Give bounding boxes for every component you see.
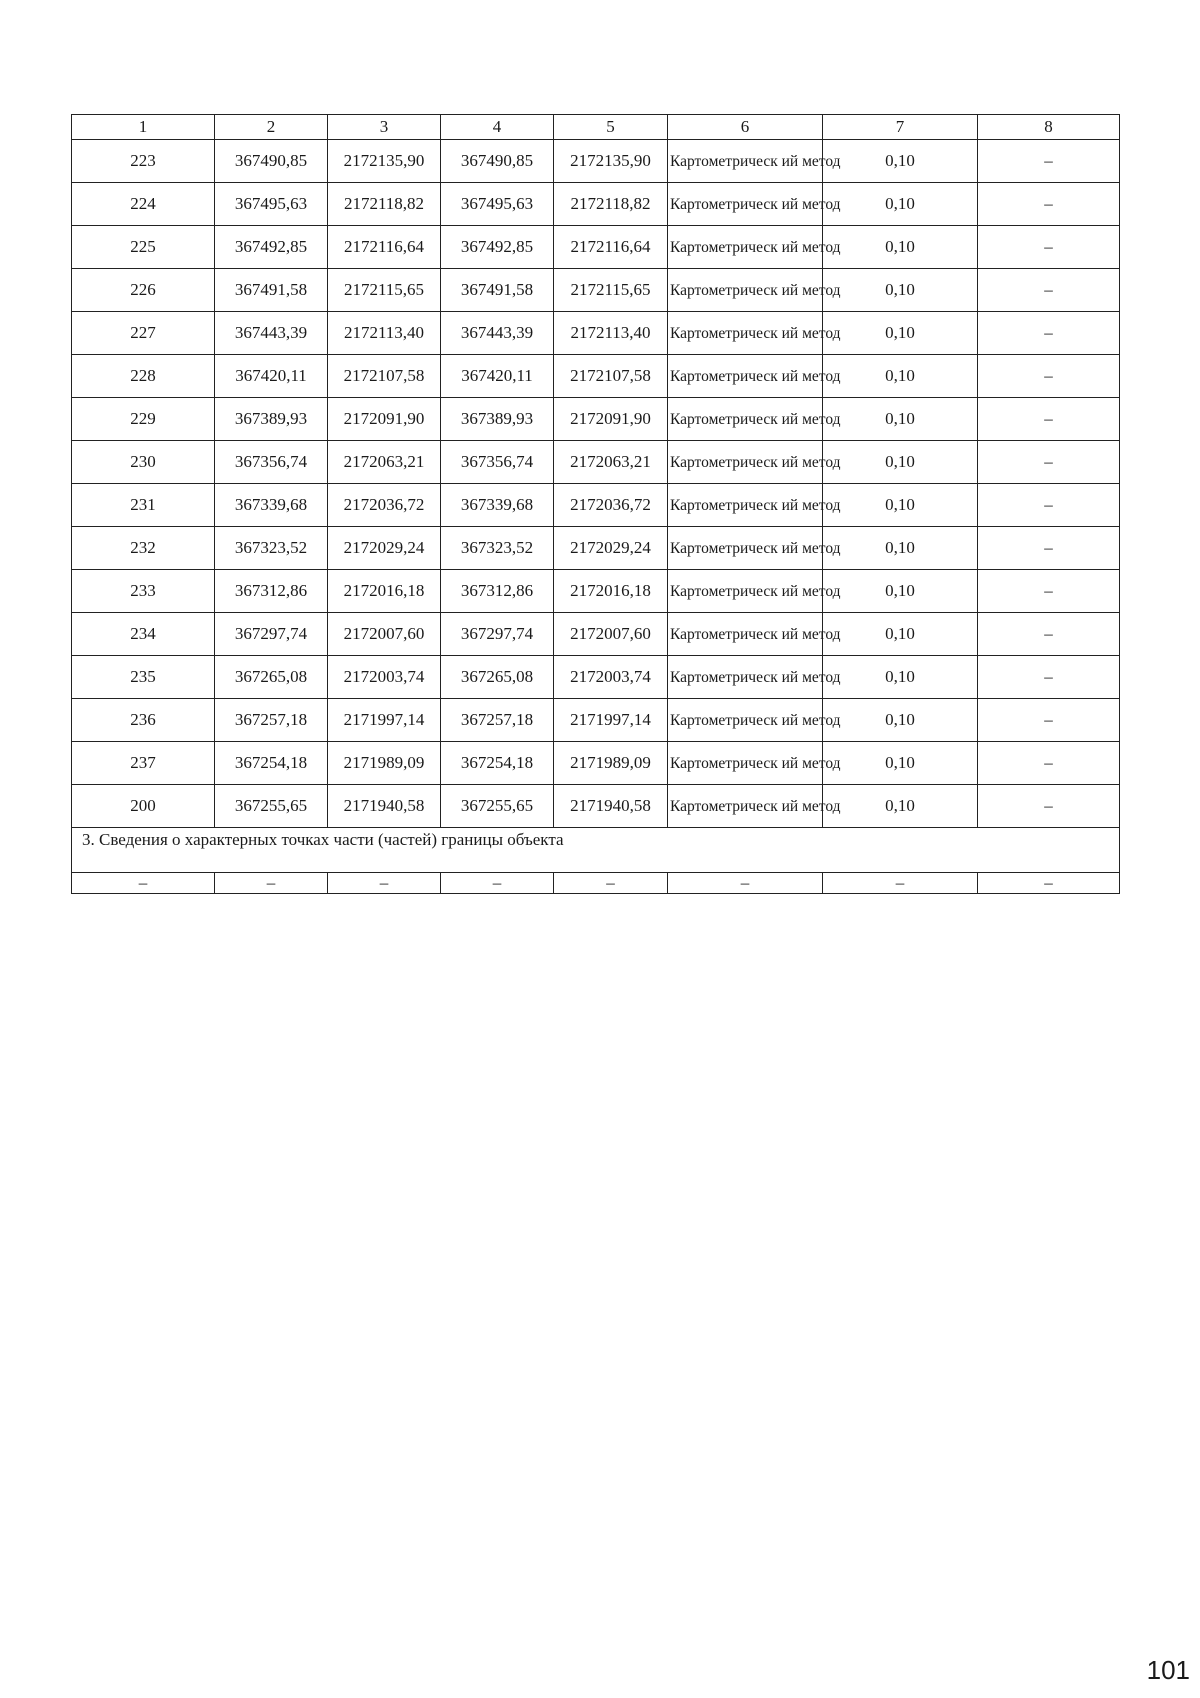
x-refined-cell: 367254,18	[441, 742, 554, 785]
y-refined-cell: 2172135,90	[554, 140, 668, 183]
empty-cell: –	[668, 873, 823, 894]
boundary-points-table	[71, 114, 1120, 894]
empty-cell: –	[215, 873, 328, 894]
x-refined-cell: 367323,52	[441, 527, 554, 570]
empty-values-row	[72, 873, 1120, 894]
table-row	[72, 226, 1120, 269]
y-existing-cell: 2172063,21	[328, 441, 441, 484]
y-existing-cell: 2172007,60	[328, 613, 441, 656]
point-number-cell: 232	[72, 527, 215, 570]
empty-cell: –	[441, 873, 554, 894]
description-cell: –	[978, 312, 1120, 355]
table-row	[72, 527, 1120, 570]
y-existing-cell: 2172036,72	[328, 484, 441, 527]
point-number-cell: 229	[72, 398, 215, 441]
point-number-cell: 231	[72, 484, 215, 527]
point-number-cell: 233	[72, 570, 215, 613]
x-refined-cell: 367257,18	[441, 699, 554, 742]
y-refined-cell: 2171940,58	[554, 785, 668, 828]
table-row	[72, 398, 1120, 441]
x-refined-cell: 367495,63	[441, 183, 554, 226]
column-header: 2	[215, 115, 328, 140]
method-cell: Картометрическ ий метод	[668, 742, 823, 785]
point-number-cell: 225	[72, 226, 215, 269]
y-refined-cell: 2172036,72	[554, 484, 668, 527]
method-cell: Картометрическ ий метод	[668, 183, 823, 226]
column-header: 6	[668, 115, 823, 140]
accuracy-cell: 0,10	[823, 656, 978, 699]
method-cell: Картометрическ ий метод	[668, 613, 823, 656]
accuracy-cell: 0,10	[823, 570, 978, 613]
description-cell: –	[978, 226, 1120, 269]
method-cell: Картометрическ ий метод	[668, 699, 823, 742]
table-row	[72, 699, 1120, 742]
y-refined-cell: 2172016,18	[554, 570, 668, 613]
x-existing-cell: 367323,52	[215, 527, 328, 570]
x-refined-cell: 367492,85	[441, 226, 554, 269]
point-number-cell: 200	[72, 785, 215, 828]
accuracy-cell: 0,10	[823, 140, 978, 183]
y-refined-cell: 2172116,64	[554, 226, 668, 269]
y-existing-cell: 2172029,24	[328, 527, 441, 570]
x-existing-cell: 367297,74	[215, 613, 328, 656]
x-refined-cell: 367339,68	[441, 484, 554, 527]
point-number-cell: 228	[72, 355, 215, 398]
x-existing-cell: 367254,18	[215, 742, 328, 785]
y-refined-cell: 2172118,82	[554, 183, 668, 226]
x-existing-cell: 367495,63	[215, 183, 328, 226]
table-row	[72, 441, 1120, 484]
method-cell: Картометрическ ий метод	[668, 785, 823, 828]
x-refined-cell: 367312,86	[441, 570, 554, 613]
method-cell: Картометрическ ий метод	[668, 312, 823, 355]
point-number-cell: 230	[72, 441, 215, 484]
table-row	[72, 785, 1120, 828]
table-row	[72, 183, 1120, 226]
x-refined-cell: 367389,93	[441, 398, 554, 441]
description-cell: –	[978, 398, 1120, 441]
point-number-cell: 227	[72, 312, 215, 355]
empty-cell: –	[328, 873, 441, 894]
description-cell: –	[978, 183, 1120, 226]
empty-cell: –	[554, 873, 668, 894]
x-existing-cell: 367491,58	[215, 269, 328, 312]
section-title: 3. Сведения о характерных точках части (частей) границы объекта	[72, 828, 1120, 873]
accuracy-cell: 0,10	[823, 699, 978, 742]
y-refined-cell: 2172003,74	[554, 656, 668, 699]
y-existing-cell: 2172135,90	[328, 140, 441, 183]
x-existing-cell: 367443,39	[215, 312, 328, 355]
accuracy-cell: 0,10	[823, 527, 978, 570]
accuracy-cell: 0,10	[823, 226, 978, 269]
accuracy-cell: 0,10	[823, 441, 978, 484]
method-cell: Картометрическ ий метод	[668, 441, 823, 484]
x-refined-cell: 367491,58	[441, 269, 554, 312]
table-body	[72, 115, 1120, 894]
accuracy-cell: 0,10	[823, 269, 978, 312]
x-refined-cell: 367265,08	[441, 656, 554, 699]
description-cell: –	[978, 140, 1120, 183]
table-row	[72, 140, 1120, 183]
description-cell: –	[978, 570, 1120, 613]
method-cell: Картометрическ ий метод	[668, 484, 823, 527]
document-sheet	[71, 114, 1119, 894]
column-header: 1	[72, 115, 215, 140]
x-existing-cell: 367389,93	[215, 398, 328, 441]
y-existing-cell: 2172113,40	[328, 312, 441, 355]
y-refined-cell: 2172107,58	[554, 355, 668, 398]
y-refined-cell: 2171997,14	[554, 699, 668, 742]
table-row	[72, 312, 1120, 355]
table-row	[72, 355, 1120, 398]
accuracy-cell: 0,10	[823, 355, 978, 398]
y-existing-cell: 2172118,82	[328, 183, 441, 226]
x-existing-cell: 367265,08	[215, 656, 328, 699]
x-refined-cell: 367255,65	[441, 785, 554, 828]
y-existing-cell: 2172003,74	[328, 656, 441, 699]
column-header: 3	[328, 115, 441, 140]
point-number-cell: 226	[72, 269, 215, 312]
column-header: 8	[978, 115, 1120, 140]
accuracy-cell: 0,10	[823, 398, 978, 441]
accuracy-cell: 0,10	[823, 312, 978, 355]
section-title-row	[72, 828, 1120, 873]
accuracy-cell: 0,10	[823, 183, 978, 226]
column-header: 7	[823, 115, 978, 140]
y-refined-cell: 2172091,90	[554, 398, 668, 441]
page-number: 101	[1146, 1655, 1190, 1685]
x-refined-cell: 367490,85	[441, 140, 554, 183]
accuracy-cell: 0,10	[823, 785, 978, 828]
description-cell: –	[978, 269, 1120, 312]
x-existing-cell: 367492,85	[215, 226, 328, 269]
x-refined-cell: 367443,39	[441, 312, 554, 355]
column-header: 5	[554, 115, 668, 140]
table-row	[72, 484, 1120, 527]
accuracy-cell: 0,10	[823, 484, 978, 527]
x-existing-cell: 367312,86	[215, 570, 328, 613]
empty-cell: –	[978, 873, 1120, 894]
point-number-cell: 234	[72, 613, 215, 656]
point-number-cell: 237	[72, 742, 215, 785]
point-number-cell: 224	[72, 183, 215, 226]
x-existing-cell: 367356,74	[215, 441, 328, 484]
method-cell: Картометрическ ий метод	[668, 355, 823, 398]
y-existing-cell: 2171997,14	[328, 699, 441, 742]
description-cell: –	[978, 484, 1120, 527]
empty-cell: –	[823, 873, 978, 894]
point-number-cell: 236	[72, 699, 215, 742]
y-refined-cell: 2172029,24	[554, 527, 668, 570]
y-existing-cell: 2172107,58	[328, 355, 441, 398]
point-number-cell: 223	[72, 140, 215, 183]
description-cell: –	[978, 699, 1120, 742]
y-existing-cell: 2172091,90	[328, 398, 441, 441]
method-cell: Картометрическ ий метод	[668, 269, 823, 312]
accuracy-cell: 0,10	[823, 742, 978, 785]
description-cell: –	[978, 441, 1120, 484]
x-existing-cell: 367257,18	[215, 699, 328, 742]
y-existing-cell: 2172116,64	[328, 226, 441, 269]
x-refined-cell: 367420,11	[441, 355, 554, 398]
description-cell: –	[978, 742, 1120, 785]
method-cell: Картометрическ ий метод	[668, 656, 823, 699]
point-number-cell: 235	[72, 656, 215, 699]
x-refined-cell: 367356,74	[441, 441, 554, 484]
description-cell: –	[978, 656, 1120, 699]
x-refined-cell: 367297,74	[441, 613, 554, 656]
x-existing-cell: 367339,68	[215, 484, 328, 527]
table-row	[72, 570, 1120, 613]
y-existing-cell: 2171940,58	[328, 785, 441, 828]
y-existing-cell: 2171989,09	[328, 742, 441, 785]
y-existing-cell: 2172115,65	[328, 269, 441, 312]
method-cell: Картометрическ ий метод	[668, 527, 823, 570]
method-cell: Картометрическ ий метод	[668, 140, 823, 183]
column-number-row	[72, 115, 1120, 140]
description-cell: –	[978, 355, 1120, 398]
table-row	[72, 613, 1120, 656]
table-row	[72, 742, 1120, 785]
description-cell: –	[978, 613, 1120, 656]
x-existing-cell: 367255,65	[215, 785, 328, 828]
y-existing-cell: 2172016,18	[328, 570, 441, 613]
y-refined-cell: 2172007,60	[554, 613, 668, 656]
y-refined-cell: 2172115,65	[554, 269, 668, 312]
method-cell: Картометрическ ий метод	[668, 570, 823, 613]
table-row	[72, 269, 1120, 312]
description-cell: –	[978, 785, 1120, 828]
description-cell: –	[978, 527, 1120, 570]
table-row	[72, 656, 1120, 699]
x-existing-cell: 367490,85	[215, 140, 328, 183]
empty-cell: –	[72, 873, 215, 894]
column-header: 4	[441, 115, 554, 140]
y-refined-cell: 2171989,09	[554, 742, 668, 785]
method-cell: Картометрическ ий метод	[668, 398, 823, 441]
accuracy-cell: 0,10	[823, 613, 978, 656]
method-cell: Картометрическ ий метод	[668, 226, 823, 269]
x-existing-cell: 367420,11	[215, 355, 328, 398]
y-refined-cell: 2172113,40	[554, 312, 668, 355]
y-refined-cell: 2172063,21	[554, 441, 668, 484]
